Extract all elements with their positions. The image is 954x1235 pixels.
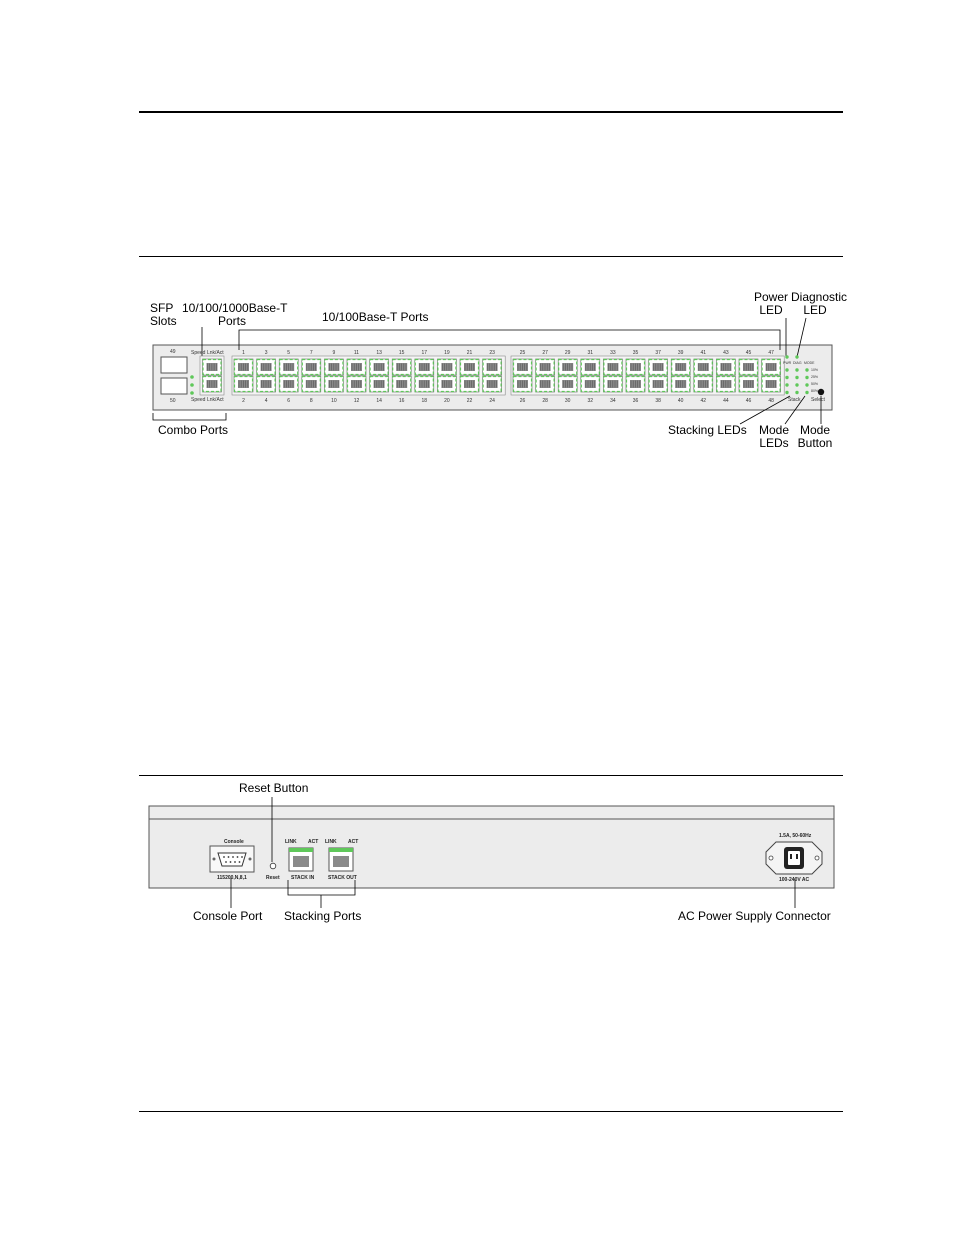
port-number-label: 10 [331,398,337,404]
sfp-slots-label: SFP Slots [150,301,177,328]
port-number-label: 20 [444,398,450,404]
mode-leds-label: Mode LEDs [758,423,790,450]
port-number-label: 24 [489,398,495,404]
port-number-label: 16 [398,398,405,404]
port-number-label: 29 [564,350,571,356]
port-number-label: 23 [489,350,495,356]
port-number-label: 43 [723,350,729,356]
console-port [218,853,246,866]
link-label-2: LINK [325,839,337,845]
port-number-label: 22 [466,398,473,404]
stacking-leds-label: Stacking LEDs [668,423,747,437]
port-number-label: 3 [264,350,268,356]
power-led-label: Power LED [754,290,789,317]
port-number-label: 14 [376,398,382,404]
link-label-1: LINK [285,839,297,845]
mode-led-label: 50% [811,382,819,386]
mode-button-label: Mode Button [797,423,833,450]
rear-chassis-top [149,806,834,819]
stack-in-label: STACK IN [291,875,315,881]
stack-out-label: STACK OUT [328,875,357,881]
reset-button [270,863,276,869]
stacking-ports-label: Stacking Ports [284,909,362,923]
speed-bottom-label: Speed [191,397,206,403]
lnkact-bottom-label: Lnk/Act [207,397,224,403]
act-label-2: ACT [348,839,359,845]
select-label: Select [811,397,825,403]
port-number-label: 19 [444,350,450,356]
port-number-label: 32 [587,398,594,404]
console-label: Console [224,839,244,845]
port-number-label: 1 [242,350,245,356]
port-number-label: 36 [632,398,639,404]
port-number-label: 48 [768,398,774,404]
port-number-label: 26 [519,398,526,404]
port-number-label: 42 [700,398,707,404]
port-number-label: 17 [421,350,428,356]
port-number-label: 45 [745,350,752,356]
act-label-1: ACT [308,839,319,845]
port-number-label: 35 [632,350,639,356]
port-number-label: 37 [655,350,661,356]
port-number-label: 30 [564,398,571,404]
reset-label: Reset [266,875,280,881]
port-number-label: 2 [242,398,245,404]
port-number-label: 5 [287,350,291,356]
port-number-label: 4 [264,398,268,404]
port-number-label: 15 [398,350,405,356]
diag-led-label: Diagnostic LED [791,290,848,317]
mode-led-label: 25% [811,375,819,379]
port-number-label: 11 [353,350,360,356]
combo-ports-label: Combo Ports [158,423,229,437]
mode-header-label: MODE [804,361,815,365]
port-number-label: 8 [309,398,313,404]
port-number-label: 21 [466,350,473,356]
baud-label: 115200,N,8,1 [217,875,247,881]
sfp-49-label: 49 [170,349,176,355]
sfp-50-label: 50 [170,398,176,404]
port-number-label: 38 [655,398,661,404]
mode-led-label: 10% [811,368,819,372]
port-number-label: 28 [542,398,548,404]
port-number-label: 41 [700,350,707,356]
port-number-label: 47 [768,350,774,356]
gig-ports-label: 10/100/1000Base-T Ports [182,301,288,328]
mode-led-label: 80% [811,389,819,393]
speed-top-label: Speed [191,350,206,356]
console-port-label: Console Port [193,909,263,923]
port-number-label: 9 [332,350,336,356]
port-number-label: 7 [309,350,313,356]
power-rating-label: 1.5A, 50-60Hz [779,833,812,839]
ac-power-label: AC Power Supply Connector [678,909,831,923]
fast-ports-label: 10/100Base-T Ports [322,310,429,324]
reset-button-label: Reset Button [239,781,309,795]
port-number-label: 31 [587,350,594,356]
port-number-label: 40 [677,398,684,404]
port-number-label: 25 [519,350,526,356]
port-number-label: 18 [421,398,428,404]
port-number-label: 46 [745,398,752,404]
lnkact-top-label: Lnk/Act [207,350,224,356]
pwr-header-label: PWR [783,361,792,365]
stack-label: Stack [788,397,801,403]
port-number-label: 33 [610,350,616,356]
port-number-label: 27 [542,350,548,356]
port-number-label: 39 [677,350,684,356]
port-number-label: 12 [353,398,360,404]
port-number-label: 34 [610,398,616,404]
port-number-label: 6 [287,398,291,404]
voltage-label: 100-240V AC [779,877,810,883]
diag-header-label: DIAG [793,361,802,365]
port-number-label: 44 [723,398,729,404]
port-number-label: 13 [376,350,382,356]
